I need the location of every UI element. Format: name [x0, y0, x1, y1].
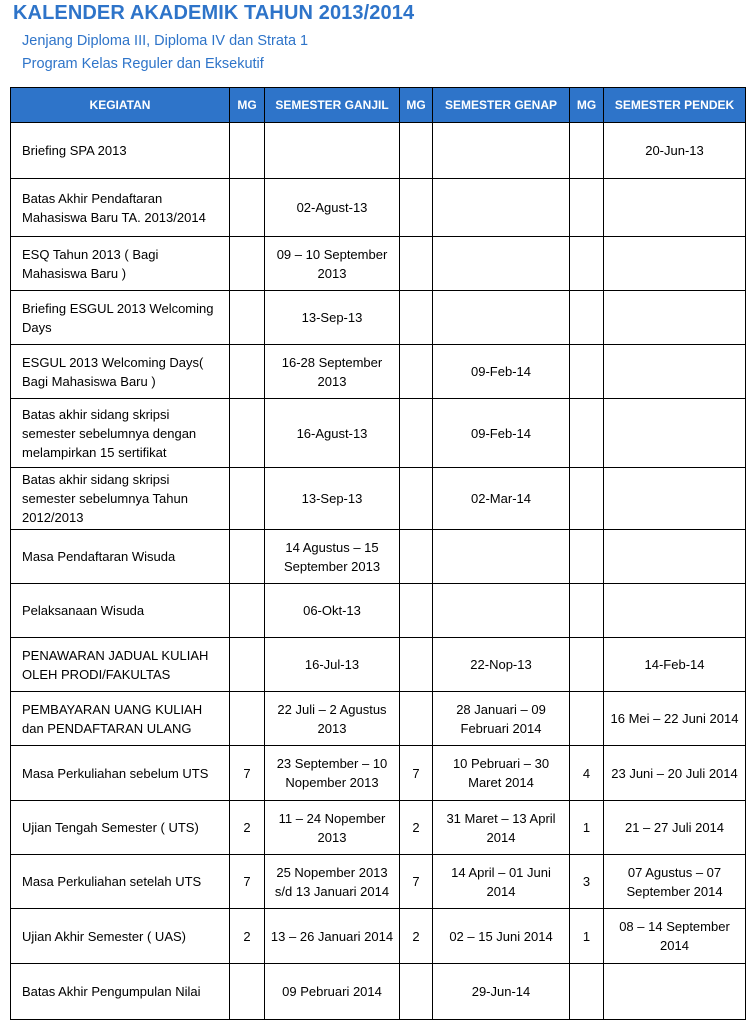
cell-semester-pendek	[604, 291, 746, 345]
cell-mg-ganjil: 7	[230, 855, 265, 909]
cell-kegiatan: Masa Perkuliahan setelah UTS	[11, 855, 230, 909]
cell-mg-pendek: 1	[570, 801, 604, 855]
cell-semester-pendek	[604, 468, 746, 530]
cell-semester-genap	[433, 179, 570, 237]
cell-kegiatan: Ujian Akhir Semester ( UAS)	[11, 909, 230, 964]
cell-semester-genap: 09-Feb-14	[433, 399, 570, 468]
cell-kegiatan: Batas Akhir Pendaftaran Mahasiswa Baru TA. 2013/2014	[11, 179, 230, 237]
cell-semester-pendek	[604, 399, 746, 468]
column-header-semester-ganjil: SEMESTER GANJIL	[265, 88, 400, 123]
cell-semester-ganjil: 09 – 10 September 2013	[265, 237, 400, 291]
table-row	[11, 179, 746, 237]
subtitle-level: Jenjang Diploma III, Diploma IV dan Strata 1	[22, 33, 309, 49]
cell-kegiatan: Masa Pendaftaran Wisuda	[11, 530, 230, 584]
academic-calendar-table	[10, 87, 746, 1020]
cell-mg-genap	[400, 638, 433, 692]
table-row	[11, 530, 746, 584]
cell-mg-ganjil	[230, 692, 265, 746]
cell-mg-ganjil	[230, 179, 265, 237]
cell-mg-pendek	[570, 179, 604, 237]
cell-mg-pendek	[570, 123, 604, 179]
cell-semester-pendek	[604, 237, 746, 291]
cell-mg-pendek: 3	[570, 855, 604, 909]
column-header-semester-genap: SEMESTER GENAP	[433, 88, 570, 123]
table-row	[11, 801, 746, 855]
cell-semester-pendek: 07 Agustus – 07 September 2014	[604, 855, 746, 909]
cell-mg-ganjil	[230, 291, 265, 345]
table-row	[11, 468, 746, 530]
table-header-row	[11, 88, 746, 123]
cell-semester-pendek	[604, 345, 746, 399]
cell-mg-genap	[400, 468, 433, 530]
column-header-mg: MG	[230, 88, 265, 123]
cell-mg-genap	[400, 123, 433, 179]
cell-mg-genap	[400, 692, 433, 746]
table-body	[11, 123, 746, 1020]
column-header-kegiatan: KEGIATAN	[11, 88, 230, 123]
cell-mg-genap	[400, 530, 433, 584]
cell-semester-pendek	[604, 179, 746, 237]
cell-mg-pendek	[570, 237, 604, 291]
cell-kegiatan: ESGUL 2013 Welcoming Days( Bagi Mahasiswa Baru )	[11, 345, 230, 399]
cell-semester-genap: 28 Januari – 09 Februari 2014	[433, 692, 570, 746]
cell-mg-pendek	[570, 964, 604, 1020]
cell-semester-genap: 14 April – 01 Juni 2014	[433, 855, 570, 909]
cell-semester-ganjil: 14 Agustus – 15 September 2013	[265, 530, 400, 584]
subtitle-program: Program Kelas Reguler dan Eksekutif	[22, 56, 264, 72]
cell-semester-genap	[433, 530, 570, 584]
cell-mg-ganjil	[230, 584, 265, 638]
cell-semester-genap: 09-Feb-14	[433, 345, 570, 399]
cell-mg-ganjil	[230, 638, 265, 692]
column-header-mg: MG	[570, 88, 604, 123]
cell-kegiatan: PENAWARAN JADUAL KULIAH OLEH PRODI/FAKULTAS	[11, 638, 230, 692]
cell-kegiatan: PEMBAYARAN UANG KULIAH dan PENDAFTARAN ULANG	[11, 692, 230, 746]
cell-semester-ganjil: 23 September – 10 Nopember 2013	[265, 746, 400, 801]
table-row	[11, 692, 746, 746]
cell-mg-ganjil	[230, 123, 265, 179]
table-row	[11, 855, 746, 909]
cell-semester-genap: 29-Jun-14	[433, 964, 570, 1020]
cell-mg-genap: 2	[400, 801, 433, 855]
cell-kegiatan: Batas akhir sidang skripsi semester sebelumnya Tahun 2012/2013	[11, 468, 230, 530]
cell-mg-ganjil	[230, 964, 265, 1020]
cell-semester-ganjil: 22 Juli – 2 Agustus 2013	[265, 692, 400, 746]
cell-kegiatan: Batas Akhir Pengumpulan Nilai	[11, 964, 230, 1020]
cell-mg-pendek	[570, 291, 604, 345]
cell-kegiatan: Masa Perkuliahan sebelum UTS	[11, 746, 230, 801]
cell-semester-genap	[433, 584, 570, 638]
cell-mg-genap: 7	[400, 746, 433, 801]
cell-semester-ganjil: 16-28 September 2013	[265, 345, 400, 399]
table-row	[11, 909, 746, 964]
cell-semester-genap: 22-Nop-13	[433, 638, 570, 692]
table-row	[11, 584, 746, 638]
cell-mg-pendek	[570, 584, 604, 638]
cell-semester-genap	[433, 123, 570, 179]
cell-semester-genap: 31 Maret – 13 April 2014	[433, 801, 570, 855]
table-row	[11, 123, 746, 179]
table-row	[11, 964, 746, 1020]
cell-mg-pendek	[570, 530, 604, 584]
cell-mg-genap	[400, 399, 433, 468]
cell-semester-ganjil: 13-Sep-13	[265, 291, 400, 345]
cell-semester-pendek: 08 – 14 September 2014	[604, 909, 746, 964]
table-row	[11, 746, 746, 801]
cell-semester-pendek	[604, 964, 746, 1020]
table-row	[11, 399, 746, 468]
cell-kegiatan: Pelaksanaan Wisuda	[11, 584, 230, 638]
cell-semester-ganjil: 06-Okt-13	[265, 584, 400, 638]
cell-mg-ganjil	[230, 468, 265, 530]
cell-semester-genap	[433, 237, 570, 291]
cell-semester-ganjil: 13-Sep-13	[265, 468, 400, 530]
cell-mg-ganjil	[230, 345, 265, 399]
cell-kegiatan: Batas akhir sidang skripsi semester sebelumnya dengan melampirkan 15 sertifikat	[11, 399, 230, 468]
column-header-semester-pendek: SEMESTER PENDEK	[604, 88, 746, 123]
table-row	[11, 237, 746, 291]
cell-mg-pendek	[570, 638, 604, 692]
cell-semester-genap: 10 Pebruari – 30 Maret 2014	[433, 746, 570, 801]
column-header-mg: MG	[400, 88, 433, 123]
cell-mg-pendek	[570, 345, 604, 399]
cell-semester-ganjil: 13 – 26 Januari 2014	[265, 909, 400, 964]
cell-semester-pendek	[604, 530, 746, 584]
cell-semester-genap: 02-Mar-14	[433, 468, 570, 530]
cell-semester-pendek: 14-Feb-14	[604, 638, 746, 692]
cell-mg-ganjil: 2	[230, 909, 265, 964]
cell-semester-ganjil	[265, 123, 400, 179]
cell-kegiatan: ESQ Tahun 2013 ( Bagi Mahasiswa Baru )	[11, 237, 230, 291]
cell-mg-ganjil	[230, 399, 265, 468]
cell-mg-genap	[400, 584, 433, 638]
cell-semester-pendek: 16 Mei – 22 Juni 2014	[604, 692, 746, 746]
cell-semester-pendek	[604, 584, 746, 638]
cell-semester-ganjil: 25 Nopember 2013 s/d 13 Januari 2014	[265, 855, 400, 909]
cell-semester-ganjil: 16-Agust-13	[265, 399, 400, 468]
table-row	[11, 345, 746, 399]
cell-mg-genap: 7	[400, 855, 433, 909]
cell-mg-pendek	[570, 468, 604, 530]
cell-semester-pendek: 21 – 27 Juli 2014	[604, 801, 746, 855]
cell-kegiatan: Briefing SPA 2013	[11, 123, 230, 179]
cell-mg-ganjil	[230, 237, 265, 291]
cell-semester-ganjil: 11 – 24 Nopember 2013	[265, 801, 400, 855]
cell-mg-genap	[400, 291, 433, 345]
cell-mg-genap: 2	[400, 909, 433, 964]
cell-semester-ganjil: 16-Jul-13	[265, 638, 400, 692]
cell-mg-genap	[400, 345, 433, 399]
cell-semester-pendek: 23 Juni – 20 Juli 2014	[604, 746, 746, 801]
cell-mg-ganjil	[230, 530, 265, 584]
page-title: KALENDER AKADEMIK TAHUN 2013/2014	[13, 2, 415, 24]
cell-mg-ganjil: 2	[230, 801, 265, 855]
cell-semester-genap: 02 – 15 Juni 2014	[433, 909, 570, 964]
table-row	[11, 291, 746, 345]
cell-mg-pendek	[570, 399, 604, 468]
table-row	[11, 638, 746, 692]
cell-mg-genap	[400, 237, 433, 291]
cell-kegiatan: Ujian Tengah Semester ( UTS)	[11, 801, 230, 855]
cell-mg-pendek: 1	[570, 909, 604, 964]
cell-semester-pendek: 20-Jun-13	[604, 123, 746, 179]
cell-semester-genap	[433, 291, 570, 345]
cell-semester-ganjil: 09 Pebruari 2014	[265, 964, 400, 1020]
cell-semester-ganjil: 02-Agust-13	[265, 179, 400, 237]
cell-mg-genap	[400, 964, 433, 1020]
cell-mg-genap	[400, 179, 433, 237]
cell-mg-pendek: 4	[570, 746, 604, 801]
cell-mg-pendek	[570, 692, 604, 746]
cell-mg-ganjil: 7	[230, 746, 265, 801]
cell-kegiatan: Briefing ESGUL 2013 Welcoming Days	[11, 291, 230, 345]
